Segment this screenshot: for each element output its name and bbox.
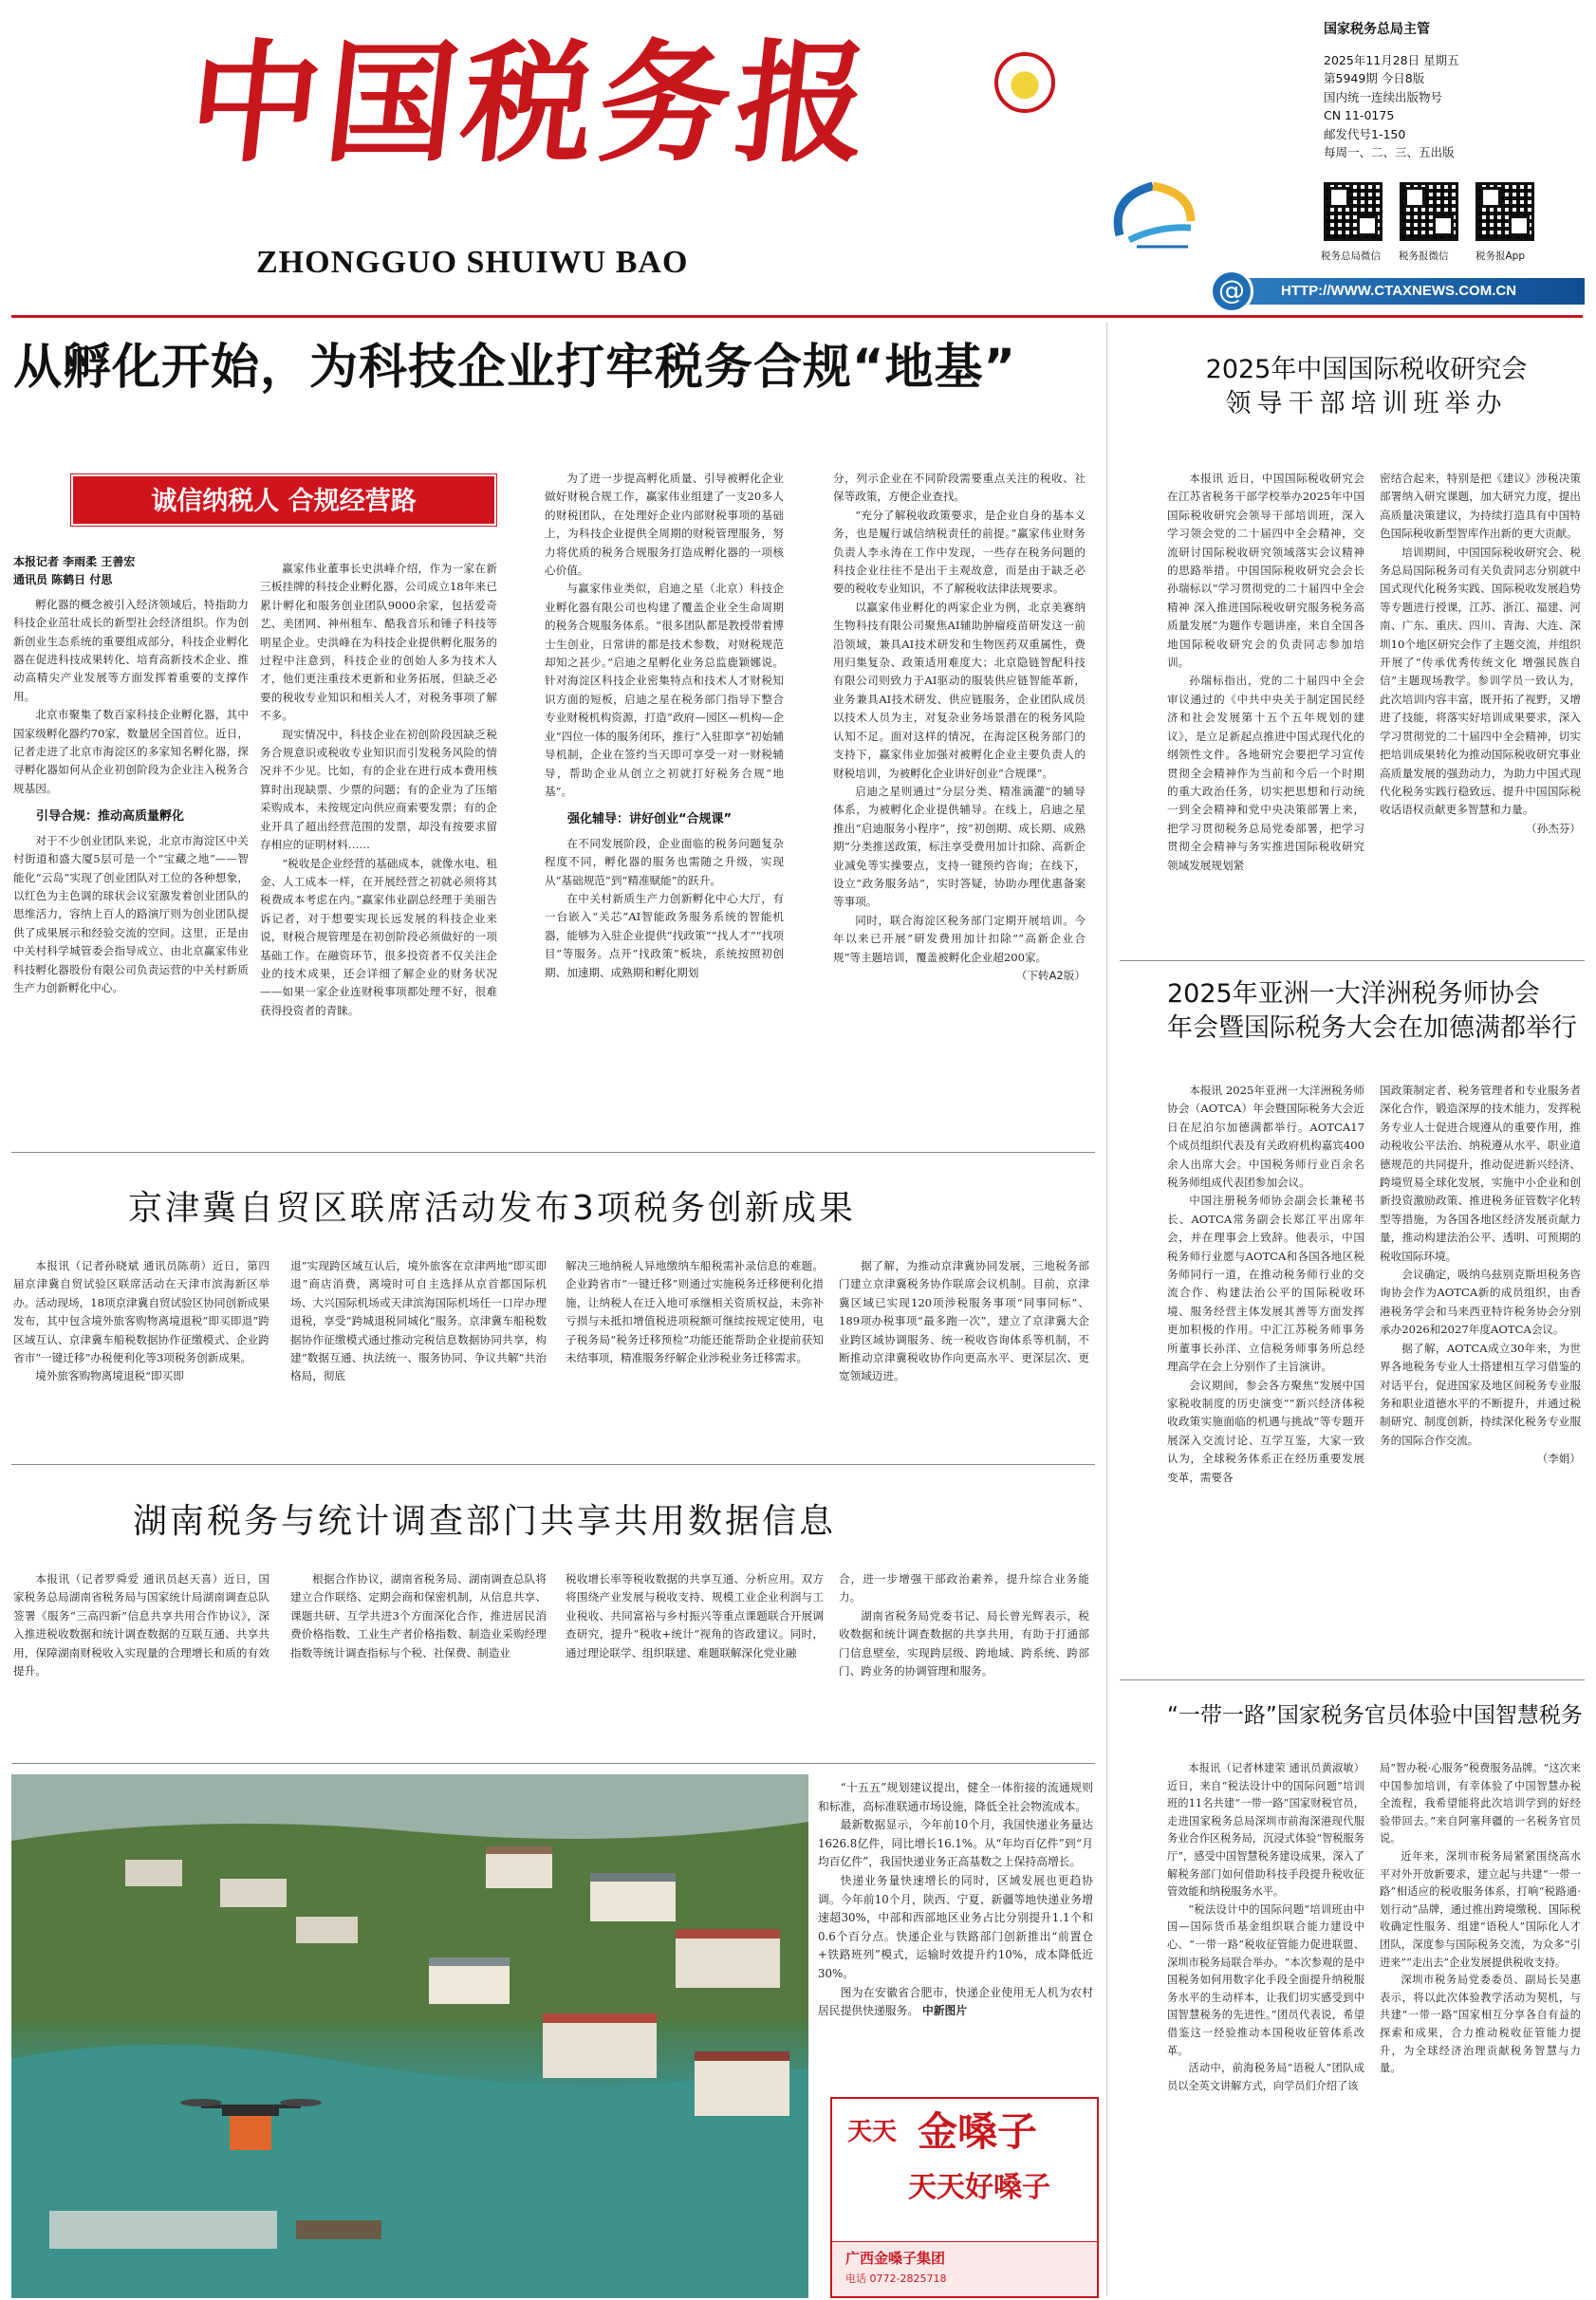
story-paragraph: 孙瑞标指出，党的二十届四中全会审议通过的《中共中央关于制定国民经济和社会发展第十五个五年规划的建议》，是立足新起点推进中国式现代化的纲领性文件。各地研究会要把学习宣传贯彻全会精神作为当前和今后一个时期的重大政治任务，切实把思想和行动统一到全会精神和党中央决策部署上来，把学习贯彻税务总局党委部署，把学习贯彻全会精神与务实推进国际税收研究领域发展规划紧 bbox=[1167, 674, 1364, 872]
cn-number: CN 11-0175 bbox=[1324, 108, 1395, 122]
story-paragraph: 据了解，为推动京津冀协同发展，三地税务部门建立京津冀税务协作联席会议机制。目前，京津冀区域已实现120项涉税服务事项“同事同标”、189项办税事项“最多跑一次”，建立了京津冀大企业跨区域协调服务、统一税收咨询体系等机制，不断推动京津冀税收协作向更高水平、更深层次、更宽领域迈进。 bbox=[839, 1259, 1089, 1383]
postal-code: 邮发代号1-150 bbox=[1324, 126, 1406, 141]
story-paragraph: 中国注册税务师协会副会长兼秘书长、AOTCA常务副会长郑江平出席年会，并在理事会上致辞。他表示，中国税务师行业愿与AOTCA和各国各地区税务师同行一道，在推动税务师行业的交流合作、构建法治公平的国际税收环境、服务经营主体发展其善等方面发挥更加积极的作用。中汇江苏税务师事务所董事长孙洋、立信税务师事务所总经理高学在会上分别作了主旨演讲。 bbox=[1167, 1194, 1364, 1374]
ad-phone: 电话 0772-2825718 bbox=[845, 2272, 947, 2285]
lead-paragraph: “税收是企业经营的基础成本，就像水电、租金、人工成本一样，在开展经营之初就必须将其税费成本考虑在内。”赢家伟业副总经理于美丽告诉记者，对于想要实现长远发展的科技企业来说，财税合规管理是在初创阶段必须做好的一项基础工作。在融资环节，很多投资者不仅关注企业的技术成果，还会详细了解企业的财务状况——如果一家企业连财税事项都处理不好，很难获得投资者的青睐。 bbox=[260, 856, 497, 1017]
story-paragraph: 局“智办税·心服务”税费服务品牌。“这次来中国参加培训，有幸体验了中国智慧办税全流程，我希望能将此次培训学到的好经验带回去。”来自阿塞拜疆的一名税务官员说。 bbox=[1380, 1762, 1581, 1846]
news-photo-drone-delivery bbox=[11, 1774, 808, 2298]
lead-column-3 bbox=[545, 470, 784, 982]
lead-paragraph: 以赢家伟业孵化的两家企业为例，北京美赛纳生物科技有限公司聚焦AI辅助肿瘤疫苗研发这一前沿领域，兼具AI技术研发和生物医药双重属性，费用归集复杂、政策适用难度大；北京隐链智配科技有限公司则致力于AI驱动的服装供应链智能革新，业务兼具AI技术研发、供应链服务，企业团队成员以技术人员为主，对复杂业务场景潜在的税务风险认知不足。面对这样的情况，在海淀区税务部门的支持下，赢家伟业加强对被孵化企业主要负责人的财税培训，为被孵化企业讲好创业“合规课”。 bbox=[833, 600, 1086, 780]
qr-code-newspaper-wechat[interactable] bbox=[1400, 182, 1458, 241]
story-paragraph: 税收增长率等税收数据的共享互通、分析应用。双方将围绕产业发展与税收支持、规模工业企业利润与工业税收、共同富裕与乡村振兴等重点课题联合开展调查研究，提升“税收+统计”视角的咨政建议。同时，通过理论联学、组织联建、难题联解深化党业融 bbox=[566, 1572, 824, 1660]
story-paragraph: 会议确定，吸纳乌兹别克斯坦税务咨询协会作为AOTCA新的成员组织，由香港税务学会和马来西亚特许税务协会分别承办2026和2027年度AOTCA会议。 bbox=[1380, 1268, 1581, 1337]
side1-headline bbox=[1158, 353, 1575, 421]
story2-column-1 bbox=[13, 1257, 269, 1386]
side1-headline-line-2: 领导干部培训班举办 bbox=[1225, 389, 1508, 418]
story3-column-2 bbox=[290, 1570, 547, 1662]
qr-label-1: 税务总局微信 bbox=[1321, 250, 1381, 262]
caption-paragraph bbox=[818, 1984, 1093, 2021]
story-paragraph: 根据合作协议，湖南省税务局、湖南调查总队将建立合作联络、定期会商和保密机制，从信息共享、课题共研、互学共进3个方面深化合作，推进居民消费价格指数、工业生产者价格指数、制造业采购经理指数等统计调查指标与个税、社保费、制造业 bbox=[290, 1572, 547, 1660]
story-paragraph: 深圳市税务局党委委员、副局长吴惠表示，将以此次体验教学活动为契机，与共建“一带一路”国家相互分享各自有益的探索和成果，合力推动税收征管能力提升，为全球经济治理贡献税务智慧与力量。 bbox=[1380, 1974, 1581, 2075]
continued-note[interactable]: （下转A2版） bbox=[1015, 968, 1086, 982]
side2-column-2 bbox=[1380, 1082, 1581, 1469]
caption-text: 图为在安徽省合肥市，快递企业使用无人机为农村居民提供快递服务。 bbox=[818, 1985, 1093, 2018]
lead-paragraph: “充分了解税收政策要求，是企业自身的基本义务，也是履行诚信纳税责任的前提。”赢家伟业财务负责人李永涛在工作中发现，一些存在税务问题的科技企业往往不是出于主观故意，而是由于缺乏必要的税收专业知识，不了解税收法律法规要求。 bbox=[833, 508, 1086, 596]
story-paragraph: 本报讯 2025年亚洲一大洋洲税务师协会（AOTCA）年会暨国际税务大会近日在尼泊尔加德满都举行。AOTCA17个成员组织代表及有关政府机构嘉宾400余人出席大会。中国税务师行业百余名税务师组成代表团参加会议。 bbox=[1167, 1084, 1364, 1190]
qr-code-tax-admin[interactable] bbox=[1324, 182, 1383, 241]
ad-company: 广西金嗓子集团 bbox=[845, 2250, 946, 2267]
byline-reporters: 本报记者 李雨柔 王善宏 bbox=[13, 555, 136, 568]
publication-info bbox=[1324, 21, 1459, 162]
subheading-coaching: 强化辅导：讲好创业“合规课” bbox=[567, 812, 733, 827]
lead-paragraph: 赢家伟业董事长史洪峰介绍，作为一家在新三板挂牌的科技企业孵化器，公司成立18年来已累计孵化和服务创业团队9000余家，包括爱奇艺、美团网、神州租车、酷我音乐和锤子科技等明星企业。史洪峰在为科技企业提供孵化服务的过程中注意到，科技企业的创始人多为技术人才，他们更注重技术更新和业务拓展，但缺乏必要的税收专业知识和相关人才，对税务事项了解不多。 bbox=[260, 562, 497, 723]
masthead-title: 中国税务报 bbox=[181, 26, 882, 180]
side3-column-1 bbox=[1167, 1760, 1364, 2095]
ad-line-1: 天天 bbox=[847, 2118, 898, 2146]
lead-paragraph: 孵化器的概念被引入经济领域后，特指助力科技企业茁壮成长的新型社会经济组织。作为创新创业生态系统的重要组成部分，科技企业孵化器在促进科技成果转化、培育高新技术企业、推动高精尖产业发展等方面发挥着重要的支撑作用。 bbox=[13, 597, 249, 703]
story-paragraph: 国政策制定者、税务管理者和专业服务者深化合作，锻造深厚的技术能力，发挥税务专业人士促进合规遵从的重要作用，推动税收公平法治、纳税遵从水平、职业道德规范的共同提升，推动促进新兴经济、跨境贸易全球化发展，实施中小企业和创新投资激励政策、推进税务征管数字化转型等措施，为各国各地区经济发展贡献力量，推动构建法治公平、透明、可预期的税收国际环境。 bbox=[1380, 1084, 1581, 1263]
story-paragraph: 培训期间，中国国际税收研究会、税务总局国际税务司有关负责同志分别就中国式现代化税务实践、国际税收发展趋势等专题进行授课，江苏、浙江、福建、河南、广东、重庆、四川、青海、大连、深圳10个地区研究会作了主题交流，并组织开展了“传承优秀传统文化 增强民族自信”主题现场教学。参训学员一致认为，此次培训内容丰富，既开拓了视野，又增进了技能，将落实好培训成果要求，深入学习贯彻党的二十届四中全会精神，切实把培训成果转化为推动国际税收研究事业高质量发展的强劲动力，为助力中国式现代化税务实践行稳致远、提升中国国际税收话语权贡献更多智慧和力量。 bbox=[1380, 545, 1581, 817]
village-scene-illustration bbox=[11, 1774, 808, 2298]
story2-column-2 bbox=[290, 1257, 547, 1386]
masthead-pinyin: ZHONGGUO SHUIWU BAO bbox=[256, 245, 689, 280]
lead-column-2 bbox=[260, 560, 497, 1020]
lead-headline: 从孵化开始，为科技企业打牢税务合规“地基” bbox=[13, 340, 1017, 396]
ad-footer bbox=[832, 2241, 1097, 2296]
side2-headline-line-2: 年会暨国际税务大会在加德满都举行 bbox=[1167, 1013, 1577, 1043]
section-divider bbox=[11, 1152, 1095, 1153]
anniversary-logo-icon bbox=[994, 52, 1055, 113]
issue-number: 第5949期 今日8版 bbox=[1324, 71, 1425, 85]
lead-paragraph: 为了进一步提高孵化质量、引导被孵化企业做好财税合规工作，赢家伟业组建了一支20多人的财税团队，在处理好企业内部财税事项的基础上，为科技企业提供全周期的财税管理服务，努力将优质的税务合规服务打造成孵化器的一项核心价值。 bbox=[545, 472, 784, 578]
masthead-divider bbox=[11, 315, 1583, 318]
lead-column-1 bbox=[13, 553, 249, 997]
photo-credit: 中新图片 bbox=[921, 2004, 968, 2018]
side3-headline: “一带一路”国家税务官员体验中国智慧税务 bbox=[1167, 1703, 1583, 1728]
story2-headline: 京津冀自贸区联席活动发布3项税务创新成果 bbox=[128, 1189, 856, 1228]
story3-column-1 bbox=[13, 1570, 269, 1680]
ad-brand: 金嗓子 bbox=[918, 2108, 1038, 2155]
signature: （李娟） bbox=[1536, 1452, 1581, 1466]
photo-caption bbox=[818, 1779, 1093, 2021]
byline-correspondents: 通讯员 陈鹤日 付思 bbox=[13, 573, 113, 587]
tax-emblem-icon bbox=[1101, 169, 1205, 254]
caption-paragraph: “十五五”规划建议提出，健全一体衔接的流通规则和标准，高标准联通市场设施，降低全社会物流成本。 bbox=[818, 1781, 1093, 1813]
website-url[interactable]: HTTP://WWW.CTAXNEWS.COM.CN bbox=[1224, 278, 1585, 305]
qr-code-app[interactable] bbox=[1475, 182, 1534, 241]
story-paragraph: 本报讯（记者罗舜爱 通讯员赵天喜）近日，国家税务总局湖南省税务局与国家统计局湖南调查总队签署《服务“三高四新”信息共享共用合作协议》，深入推进税收数据和统计调查数据的互联互通、共享共用，保障湖南财税收入实现量的合理增长和质的有效提升。 bbox=[13, 1572, 269, 1679]
lead-paragraph: 分，列示企业在不同阶段需要重点关注的税收、社保等政策，方便企业查找。 bbox=[833, 472, 1086, 504]
story3-column-3 bbox=[566, 1570, 824, 1662]
caption-paragraph: 快递业务量快速增长的同时，区域发展也更趋协调。今年前10个月，陕西、宁夏、新疆等地快递业务增速超30%，中部和西部地区业务占比分别提升1.1个和0.6个百分点。快递企业与铁路部门创新推出“前置仓+铁路班列”模式，运输时效提升约10%，成本降低近30%。 bbox=[818, 1873, 1093, 1980]
side2-column-1 bbox=[1167, 1082, 1364, 1487]
side1-column-1 bbox=[1167, 470, 1364, 875]
story-paragraph: 合，进一步增强干部政治素养，提升综合业务能力。 bbox=[839, 1572, 1089, 1604]
side2-headline bbox=[1167, 977, 1585, 1046]
story-paragraph: “税法设计中的国际问题”培训班由中国—国际货币基金组织联合能力建设中心、“一带一路”税收征管能力促进联盟、深圳市税务局联合举办。“本次参观的是中国税务如何用数字化手段全面提升纳税服务水平的生动样本，让我们切实感受到中国智慧税务的先进性。”团员代表说，希望借鉴这一经验推动本国税收征管体系改革。 bbox=[1167, 1902, 1364, 2057]
story-paragraph: 活动中，前海税务局“语税人”团队成员以全英文讲解方式，向学员们介绍了该 bbox=[1167, 2062, 1364, 2092]
qr-label-2: 税务报微信 bbox=[1399, 250, 1449, 262]
section-divider bbox=[11, 1464, 1095, 1465]
subheading-guide: 引导合规：推动高质量孵化 bbox=[36, 809, 185, 825]
date-line: 2025年11月28日 星期五 bbox=[1324, 52, 1459, 67]
lead-paragraph: 启迪之星则通过“分层分类、精准滴灌”的辅导体系，为被孵化企业提供辅导。在线上，启迪之星推出“启迪服务小程序”，按“初创期、成长期、成熟期”分类推送政策，标注享受费用加计扣除、高新企业减免等实操要点，支持一键预约咨询；在线下，设立“政务服务站”，实时答疑，协助办理优惠备案等事项。 bbox=[833, 784, 1086, 909]
story-paragraph: 本报讯（记者孙晓斌 通讯员陈萌）近日，第四届京津冀自贸试验区联席活动在天津市滨海新区举办。活动现场，18项京津冀自贸试验区协同创新成果发布，其中包含境外旅客购物离境退税“即买即退”跨区域互认、京津冀车船税数据协作征缴模式、企业跨省市“一键迁移”办税便利化等3项税务创新成果。 bbox=[13, 1259, 269, 1365]
section-divider bbox=[11, 1763, 1095, 1764]
at-sign-icon: @ bbox=[1210, 269, 1253, 313]
cn-label: 国内统一连续出版物号 bbox=[1324, 89, 1443, 104]
section-divider bbox=[1120, 960, 1585, 961]
side3-column-2 bbox=[1380, 1760, 1581, 2078]
lead-paragraph: 对于不少创业团队来说，北京市海淀区中关村街道和盛大厦5层可是一个“宝藏之地”——智能化“云岛”实现了创业团队对工位的各种想象，以红色为主色调的球状会议室激发着创业团队的思维活力，容纳上百人的路演厅则为创业团队提供了成果展示和经验交流的空间。这里，正是由中关村科学城管委会指导成立、由北京赢家伟业科技孵化器股份有限公司负责运营的中关村新质生产力创新孵化中心。 bbox=[13, 833, 249, 994]
story-paragraph: 密结合起来，特别是把《建议》涉税决策部署纳入研究课题，加大研究力度，提出高质量决策建议，为持续打造具有中国特色国际税收新型智库作出新的更大贡献。 bbox=[1380, 472, 1581, 541]
qr-label-3: 税务报App bbox=[1475, 250, 1526, 262]
lead-paragraph: 与赢家伟业类似，启迪之星（北京）科技企业孵化器有限公司也构建了覆盖企业全生命周期的税务合规服务体系。“很多团队都是教授带着博士生创业，日常讲的都是技术参数，对财税规范却知之甚少。”启迪之星孵化业务总监鹿颖娜说。针对海淀区科技企业密集特点和技术人才财税知识方面的短板，启迪之星在税务部门指导下整合专业财税机构资源，打造“政府—园区—机构—企业”四位一体的服务闭环，推行“入驻即享”初始辅导机制，企业在签约当天即可享受一对一财税辅导，帮助企业从创立之初就打好税务合规“地基”。 bbox=[545, 582, 784, 798]
story-paragraph: 近年来，深圳市税务局紧紧围绕高水平对外开放新要求，建立起与共建“一带一路”相适应的税收服务体系，打响“税路通·划行动”品牌，通过推出跨境缴税、国际税收确定性服务、组建“语税人”国际化人才团队，深度参与国际税务交流，为众多“引进来”“走出去”企业发展提供税收支持。 bbox=[1380, 1849, 1581, 1969]
story-paragraph: 湖南省税务局党委书记、局长曾光辉表示，税收数据和统计调查数据的共享共用，有助于打通部门信息壁垒，实现跨层级、跨地域、跨系统、跨部门、跨业务的协调管理和服务。 bbox=[839, 1608, 1089, 1679]
schedule: 每周一、二、三、五出版 bbox=[1324, 145, 1455, 159]
story3-headline: 湖南税务与统计调查部门共享共用数据信息 bbox=[133, 1502, 837, 1541]
side2-headline-line-1: 2025年亚洲一大洋洲税务师协会 bbox=[1167, 979, 1540, 1009]
ad-slogan: 天天好嗓子 bbox=[908, 2171, 1050, 2204]
column-banner: 诚信纳税人 合规经营路 bbox=[71, 474, 496, 526]
story2-column-4 bbox=[839, 1257, 1089, 1386]
caption-paragraph: 最新数据显示，今年前10个月，我国快递业务量达1626.8亿件，同比增长16.1%。从“年均百亿件”到“月均百亿件”，我国快递业务正高基数之上保持高增长。 bbox=[818, 1818, 1093, 1869]
story-paragraph: 据了解，AOTCA成立30年来，为世界各地税务专业人士搭建相互学习借鉴的对话平台，促进国家及地区间税务专业服务和职业道德水平的不断提升，并通过税制研究、制度创新，持续深化税务专业服务的国际合作交流。 bbox=[1380, 1341, 1581, 1447]
story-paragraph: 退”实现跨区域互认后，境外旅客在京津两地“即买即退”商店消费，离境时可自主选择从京首都国际机场、大兴国际机场或天津滨海国际机场任一口岸办理退税，享受“跨城退税同城化”服务。京津冀车船税数据协作征缴模式通过推动完税信息数据协同共享，构建“数据互通、执法统一、服务协同、争议共解”共治格局，彻底 bbox=[290, 1259, 547, 1383]
advertisement-jinsangzi[interactable] bbox=[830, 2097, 1099, 2298]
column-divider bbox=[1106, 323, 1107, 2296]
lead-paragraph: 现实情况中，科技企业在初创阶段因缺乏税务合规意识或税收专业知识而引发税务风险的情况并不少见。比如，有的企业在进行成本费用核算时出现缺票、少票的问题；有的企业为了压缩采购成本，未按规定向供应商索要发票；有的企业开具了超出经营范围的发票，却没有按要求留存相应的证明材料…… bbox=[260, 727, 497, 852]
story-paragraph: 会议期间，参会各方聚焦“发展中国家税收制度的历史演变”“新兴经济体税收政策实施面临的机遇与挑战”等专题开展深入交流讨论、互学互鉴，大家一致认为，全球税务体系正在经历重要发展变革，需要各 bbox=[1167, 1378, 1364, 1484]
side1-headline-line-1: 2025年中国国际税收研究会 bbox=[1205, 355, 1528, 384]
story-paragraph: 境外旅客购物离境退税“即买即 bbox=[35, 1369, 184, 1383]
lead-paragraph: 在中关村新质生产力创新孵化中心大厅，有一台嵌入“关芯”AI智能政务服务系统的智能机器，能够为入驻企业提供“找政策”“找人才”“找项目”等服务。点开“找政策”板块，系统按照初创期、加速期、成熟期和孵化期划 bbox=[545, 891, 784, 979]
lead-paragraph: 同时，联合海淀区税务部门定期开展培训。今年以来已开展“研发费用加计扣除”“高新企业合规”等主题培训，覆盖被孵化企业超200家。 bbox=[833, 913, 1086, 964]
story2-column-3 bbox=[566, 1257, 824, 1367]
story-paragraph: 本报讯（记者林建荣 通讯员黄淑敏）近日，来自“税法设计中的国际问题”培训班的11名共建“一带一路”国家财税官员，走进国家税务总局深圳市前海深港现代服务业合作区税务局，沉浸式体验“智税服务厅”，感受中国智慧税务建设成果，深入了解税务部门如何借助科技手段提升税收征管效能和纳税服务水平。 bbox=[1167, 1762, 1364, 1899]
lead-paragraph: 在不同发展阶段，企业面临的税务问题复杂程度不同，孵化器的服务也需随之升级，实现从“基础规范”到“精准赋能”的跃升。 bbox=[545, 836, 784, 887]
lead-column-4 bbox=[833, 470, 1086, 985]
story-paragraph: 本报讯 近日，中国国际税收研究会在江苏省税务干部学校举办2025年中国国际税收研究会领导干部培训班，深入学习领会党的二十届四中全会精神，交流研讨国际税收研究领域落实会议精神的思路举措。中国国际税收研究会会长孙瑞标以“学习贯彻党的二十届四中全会精神 深入推进国际税收研究服务税务高质量发展”为题作专题讲座，来自全国各地国际税收研究会的负责同志参加培训。 bbox=[1167, 472, 1364, 670]
signature: （孙杰芬） bbox=[1526, 821, 1581, 835]
sponsor: 国家税务总局主管 bbox=[1324, 22, 1430, 37]
story3-column-4 bbox=[839, 1570, 1089, 1680]
lead-paragraph: 北京市聚集了数百家科技企业孵化器，其中国家级孵化器约70家，数量居全国首位。近日，记者走进了北京市海淀区的多家知名孵化器，探寻孵化器如何从企业初创阶段为企业注入税务合规基因。 bbox=[13, 708, 249, 795]
side1-column-2 bbox=[1380, 470, 1581, 838]
story-paragraph: 解决三地纳税人异地缴纳车船税需补录信息的难题。企业跨省市“一键迁移”则通过实施税务迁移便利化措施，让纳税人在迁入地可承继相关资质权益，未弥补亏损与未抵扣增值税进项税额可继续按规定使用，电子税务局“税务迁移预检”功能还能帮助企业提前获知未结事项，精准服务纾解企业涉税业务迁移需求。 bbox=[566, 1259, 824, 1365]
section-divider bbox=[1120, 1679, 1585, 1680]
